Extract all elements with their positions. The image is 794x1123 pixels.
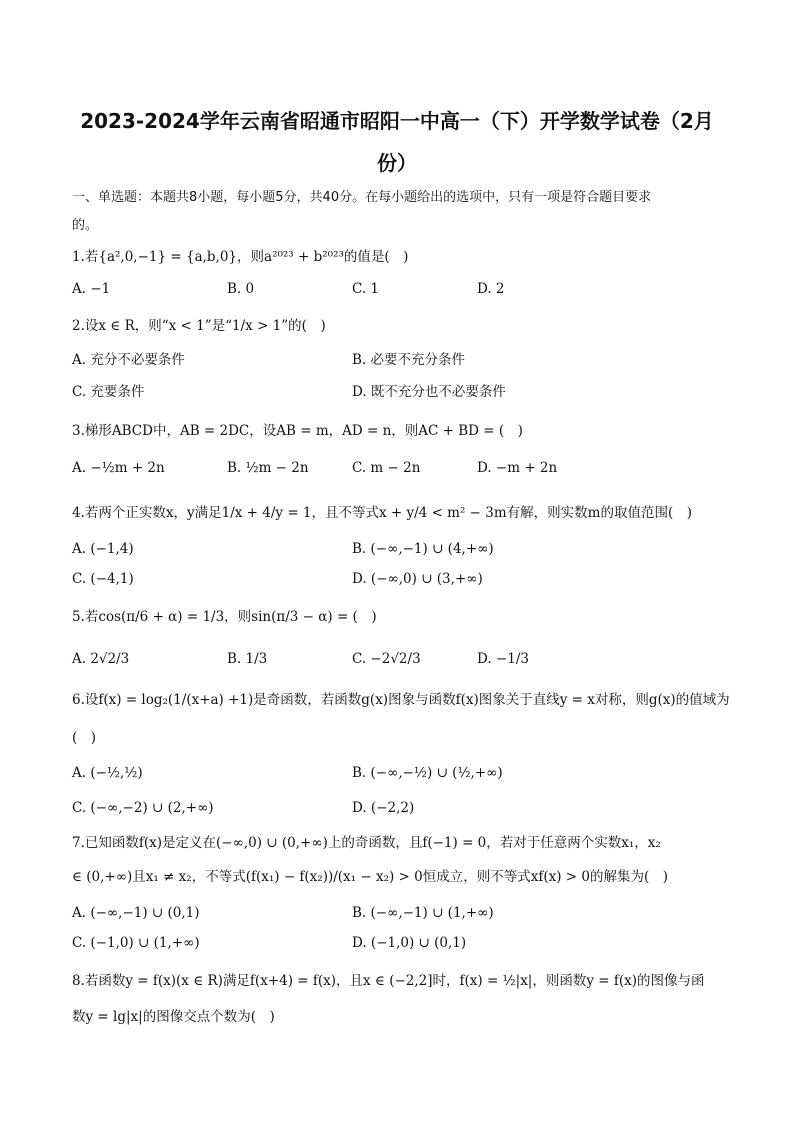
q3-option-c: C. m − 2n [352, 460, 421, 476]
section-heading-line2: 的。 [72, 218, 99, 233]
question-8: 8.若函数y = f(x)(x ∈ R)满足f(x+4) = f(x)，且x ∈ (−2,2]时，f(x) = ½|x|，则函数y = f(x)的图像与函 [72, 973, 705, 989]
question-1: 1.若{a²,0,−1} = {a,b,0}，则a²⁰²³ + b²⁰²³的值是( ) [72, 249, 409, 265]
question-1-options [72, 276, 732, 302]
section-heading [72, 184, 732, 240]
q6-option-b: B. (−∞,−½) ∪ (½,+∞) [352, 765, 503, 781]
q7-option-c: C. (−1,0) ∪ (1,+∞) [72, 935, 200, 951]
q7-option-d: D. (−1,0) ∪ (0,1) [352, 935, 467, 951]
question-4-options-row2 [72, 566, 732, 592]
question-6-options-row2 [72, 795, 732, 821]
exam-title-line2: 份） [377, 151, 417, 175]
q5-option-c: C. −2√2/3 [352, 651, 421, 667]
q1-option-b: B. 0 [227, 281, 255, 297]
q4-option-d: D. (−∞,0) ∪ (3,+∞) [352, 571, 483, 587]
question-7-options-row1 [72, 900, 732, 926]
q4-option-c: C. (−4,1) [72, 571, 134, 587]
question-2: 2.设x ∈ R，则“x < 1”是“1/x > 1”的( ) [72, 318, 326, 334]
q6-option-c: C. (−∞,−2) ∪ (2,+∞) [72, 800, 214, 816]
q3-option-d: D. −m + 2n [477, 460, 558, 476]
question-3-options [72, 455, 732, 481]
question-4: 4.若两个正实数x，y满足1/x + 4/y = 1，且不等式x + y/4 < m² − 3m有解，则实数m的取值范围( ) [72, 505, 693, 521]
q3-option-b: B. ½m − 2n [227, 460, 309, 476]
q1-option-a: A. −1 [72, 281, 111, 297]
q5-option-a: A. 2√2/3 [72, 651, 130, 667]
q2-option-c: C. 充要条件 [72, 384, 145, 400]
question-7: 7.已知函数f(x)是定义在(−∞,0) ∪ (0,+∞)上的奇函数，且f(−1) = 0，若对于任意两个实数x₁，x₂ [72, 835, 661, 851]
q5-option-d: D. −1/3 [477, 651, 529, 667]
q1-option-d: D. 2 [477, 281, 505, 297]
q6-option-d: D. (−2,2) [352, 800, 415, 816]
question-4-options-row1 [72, 536, 732, 562]
exam-title [60, 100, 734, 184]
question-3: 3.梯形ABCD中，AB = 2DC，设AB = m，AD = n，则AC + BD = ( ) [72, 423, 523, 439]
q7-option-b: B. (−∞,−1) ∪ (1,+∞) [352, 905, 494, 921]
q5-option-b: B. 1/3 [227, 651, 268, 667]
exam-title-line1: 2023-2024学年云南省昭通市昭阳一中高一（下）开学数学试卷（2月 [80, 109, 714, 133]
question-2-options-row1 [72, 347, 732, 373]
q6-option-a: A. (−½,½) [72, 765, 143, 781]
question-2-options-row2 [72, 379, 732, 405]
question-6-options-row1 [72, 760, 732, 786]
section-heading-line1: 一、单选题：本题共8小题，每小题5分，共40分。在每小题给出的选项中，只有一项是符合题目要求 [72, 190, 652, 205]
question-6-cont: ( ) [72, 730, 97, 746]
question-8-cont: 数y = lg|x|的图像交点个数为( ) [72, 1009, 275, 1025]
q2-option-d: D. 既不充分也不必要条件 [352, 384, 506, 400]
q3-option-a: A. −½m + 2n [72, 460, 165, 476]
q1-option-c: C. 1 [352, 281, 380, 297]
question-5-options [72, 646, 732, 672]
q7-option-a: A. (−∞,−1) ∪ (0,1) [72, 905, 200, 921]
question-5: 5.若cos(π/6 + α) = 1/3，则sin(π/3 − α) = ( ) [72, 609, 377, 625]
q2-option-a: A. 充分不必要条件 [72, 352, 185, 368]
question-6: 6.设f(x) = log₂(1/(x+a) +1)是奇函数，若函数g(x)图象与函数f(x)图象关于直线y = x对称，则g(x)的值域为 [72, 692, 730, 708]
q2-option-b: B. 必要不充分条件 [352, 352, 466, 368]
q4-option-a: A. (−1,4) [72, 541, 134, 557]
q4-option-b: B. (−∞,−1) ∪ (4,+∞) [352, 541, 494, 557]
question-7-options-row2 [72, 930, 732, 956]
question-7-cont: ∈ (0,+∞)且x₁ ≠ x₂，不等式(f(x₁) − f(x₂))/(x₁ − x₂) > 0恒成立，则不等式xf(x) > 0的解集为( ) [72, 869, 669, 885]
